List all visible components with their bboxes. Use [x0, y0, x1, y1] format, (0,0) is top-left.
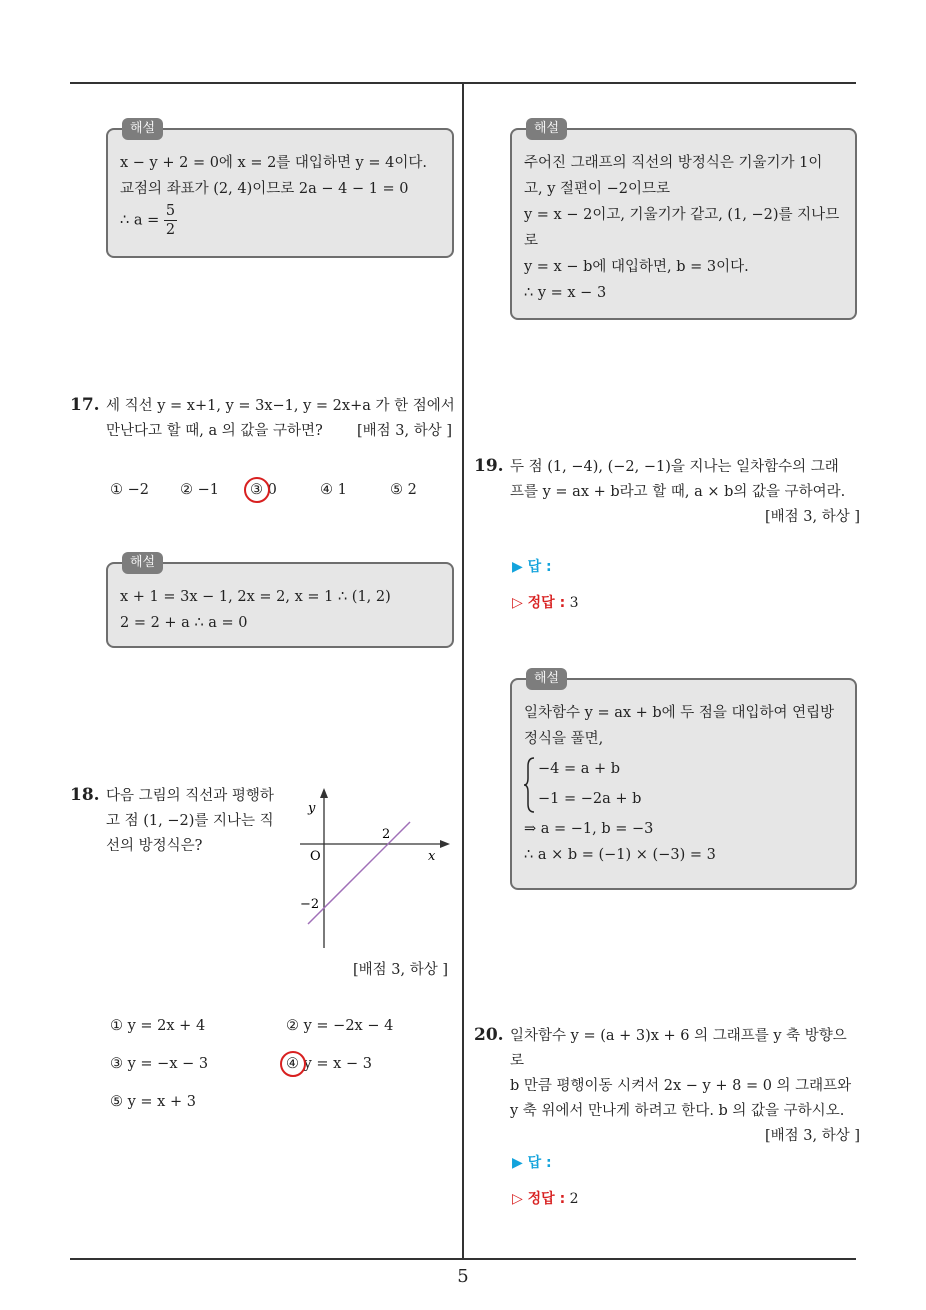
- q18-sol-line5: y = x − b에 대입하면, b = 3이다.: [524, 259, 749, 275]
- q19-answer-label: ▶ 답 :: [512, 559, 552, 575]
- q18-graph: [296, 786, 456, 956]
- q18-sol-line1: 주어진 그래프의 직선의 방정식은 기울기가 1이: [524, 155, 823, 171]
- q19-correct-label: ▷ 정답 :: [512, 595, 566, 611]
- q19-number: 19.: [474, 456, 504, 476]
- system-brace: [524, 756, 536, 814]
- q19-sol-line1: 일차함수 y = ax + b에 두 점을 대입하여 연립방: [524, 705, 835, 721]
- q17-number: 17.: [70, 395, 100, 415]
- q18-points: [배점 3, 하상 ]: [352, 962, 448, 978]
- q18-number: 18.: [70, 785, 100, 805]
- q18-option-4[interactable]: ④ y = x − 3: [286, 1056, 372, 1072]
- q19-correct-value: 3: [569, 595, 579, 611]
- q18-sol-line6: ∴ y = x − 3: [524, 285, 607, 301]
- graph-y-label: y: [308, 801, 316, 816]
- q19-system-eq2: −1 = −2a + b: [538, 791, 642, 807]
- q18-sol-line3: y = x − 2이고, 기울기가 같고, (1, −2)를 지나므: [524, 207, 840, 223]
- q18-sol-line2: 고, y 절편이 −2이므로: [524, 181, 671, 197]
- q17-sol-line1: x + 1 = 3x − 1, 2x = 2, x = 1 ∴ (1, 2): [120, 589, 391, 605]
- solution-tag: 해설: [526, 118, 567, 140]
- q18-solution-box: [510, 121, 857, 320]
- q18-option-2[interactable]: ② y = −2x − 4: [286, 1018, 394, 1034]
- q19-sol-line4: ∴ a × b = (−1) × (−3) = 3: [524, 847, 716, 863]
- graph-x-label: x: [428, 849, 436, 864]
- q18-selected-mark: [280, 1051, 306, 1077]
- q19-solution-box: [510, 671, 857, 890]
- page-number: 5: [457, 1266, 469, 1287]
- q17-option-3[interactable]: ③ 0: [250, 482, 277, 498]
- q17-option-5[interactable]: ⑤ 2: [390, 482, 417, 498]
- q20-question: 일차함수 y = (a + 3)x + 6 의 그래프를 y 축 방향으로 b 만큼 평행이동 시켜서 2x − y + 8 = 0 의 그래프와 y 축 위에서 만나게 하려고 한다. b 의 값을 구하시오. [배점 3, 하상 ]: [510, 1028, 860, 1144]
- q17-option-2[interactable]: ② −1: [180, 482, 219, 498]
- q18-sol-line4: 로: [524, 233, 539, 249]
- q20-answer-row: [512, 1152, 552, 1172]
- q17-selected-mark: [244, 477, 270, 503]
- q19-question: 두 점 (1, −4), (−2, −1)을 지나는 일차함수의 그래 프를 y = ax + b라고 할 때, a × b의 값을 구하여라. [배점 3, 하상 ]: [510, 459, 860, 525]
- q18-question: 다음 그림의 직선과 평행하 고 점 (1, −2)를 지나는 직 선의 방정식은?: [106, 788, 274, 854]
- q18-option-1[interactable]: ① y = 2x + 4: [110, 1018, 206, 1034]
- q16-sol-line3: ∴ a = $\frac{5}{2}$: [120, 203, 176, 238]
- q19-correct-row: [512, 592, 579, 612]
- q18-option-5[interactable]: ⑤ y = x + 3: [110, 1094, 196, 1110]
- solution-tag: 해설: [526, 668, 567, 690]
- graph-origin-label: O: [310, 849, 321, 864]
- column-divider: [462, 84, 464, 1258]
- q19-sol-line3: ⇒ a = −1, b = −3: [524, 821, 654, 837]
- q17-option-1[interactable]: ① −2: [110, 482, 149, 498]
- q20-answer-label: ▶ 답 :: [512, 1155, 552, 1171]
- q19-sol-line2: 정식을 풀면,: [524, 731, 604, 747]
- q17-solution-box: [106, 555, 454, 648]
- q19-system-eq1: −4 = a + b: [538, 761, 621, 777]
- q20-correct-row: [512, 1188, 579, 1208]
- q17-option-4[interactable]: ④ 1: [320, 482, 347, 498]
- q20-number: 20.: [474, 1025, 504, 1045]
- q16-solution-box: [106, 121, 454, 258]
- q16-sol-line1: x − y + 2 = 0에 x = 2를 대입하면 y = 4이다.: [120, 155, 427, 171]
- q20-correct-value: 2: [569, 1191, 579, 1207]
- q16-sol-line2: 교점의 좌표가 (2, 4)이므로 2a − 4 − 1 = 0: [120, 181, 409, 197]
- q17-question: 세 직선 y = x+1, y = 3x−1, y = 2x+a 가 한 점에서 만난다고 할 때, a 의 값을 구하면? [배점 3, 하상 ]: [106, 398, 455, 439]
- q18-option-3[interactable]: ③ y = −x − 3: [110, 1056, 209, 1072]
- q19-answer-row: [512, 556, 552, 576]
- q19-system: [524, 754, 843, 816]
- graph-x-intercept: 2: [382, 827, 391, 842]
- solution-tag: 해설: [122, 552, 163, 574]
- solution-tag: 해설: [122, 118, 163, 140]
- graph-y-intercept: −2: [300, 897, 320, 912]
- bottom-rule: [70, 1258, 856, 1260]
- q20-correct-label: ▷ 정답 :: [512, 1191, 566, 1207]
- q17-sol-line2: 2 = 2 + a ∴ a = 0: [120, 615, 248, 631]
